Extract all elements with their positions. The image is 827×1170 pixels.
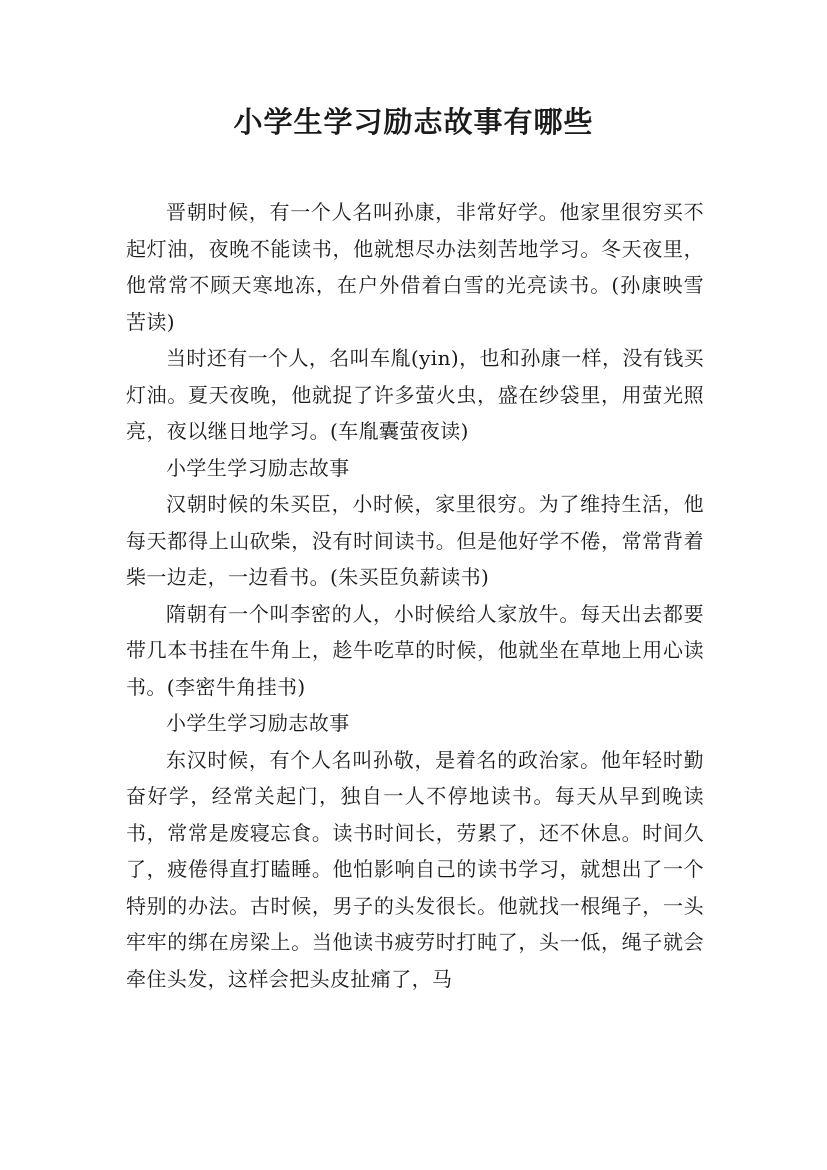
paragraph-zhu-maichen: 汉朝时候的朱买臣，小时候，家里很穷。为了维持生活，他每天都得上山砍柴，没有时间读书。但是他好学不倦，常常背着柴一边走，一边看书。(朱买臣负薪读书) — [126, 492, 704, 589]
document-title: 小学生学习励志故事有哪些 — [233, 105, 594, 139]
paragraph-che-yin: 当时还有一个人，名叫车胤(yin)，也和孙康一样，没有钱买灯油。夏天夜晚，他就捉了许多萤火虫，盛在纱袋里，用萤光照亮，夜以继日地学习。(车胤囊萤夜读) — [126, 346, 704, 443]
paragraph-sun-jing: 东汉时候，有个人名叫孙敬，是着名的政治家。他年轻时勤奋好学，经常关起门，独自一人不停地读书。每天从早到晚读书，常常是废寝忘食。读书时间长，劳累了，还不休息。时间久了，疲倦得直打瞌睡。他怕影响自己的读书学习，就想出了一个特别的办法。古时候，男子的头发很长。他就找一根绳子，一头牢牢的绑在房梁上。当他读书疲劳时打盹了，头一低，绳子就会牵住头发，这样会把头皮扯痛了，马 — [126, 747, 704, 991]
section-heading: 小学生学习励志故事 — [166, 455, 350, 480]
paragraph-sun-kang: 晋朝时候，有一个人名叫孙康，非常好学。他家里很穷买不起灯油，夜晚不能读书，他就想尽办法刻苦地学习。冬天夜里，他常常不顾天寒地冻，在户外借着白雪的光亮读书。(孙康映雪苦读) — [126, 200, 704, 334]
section-heading: 小学生学习励志故事 — [166, 711, 350, 735]
document-body — [126, 194, 704, 997]
paragraph-li-mi: 隋朝有一个叫李密的人，小时候给人家放牛。每天出去都要带几本书挂在牛角上，趁牛吃草的时候，他就坐在草地上用心读书。(李密牛角挂书) — [126, 601, 704, 699]
